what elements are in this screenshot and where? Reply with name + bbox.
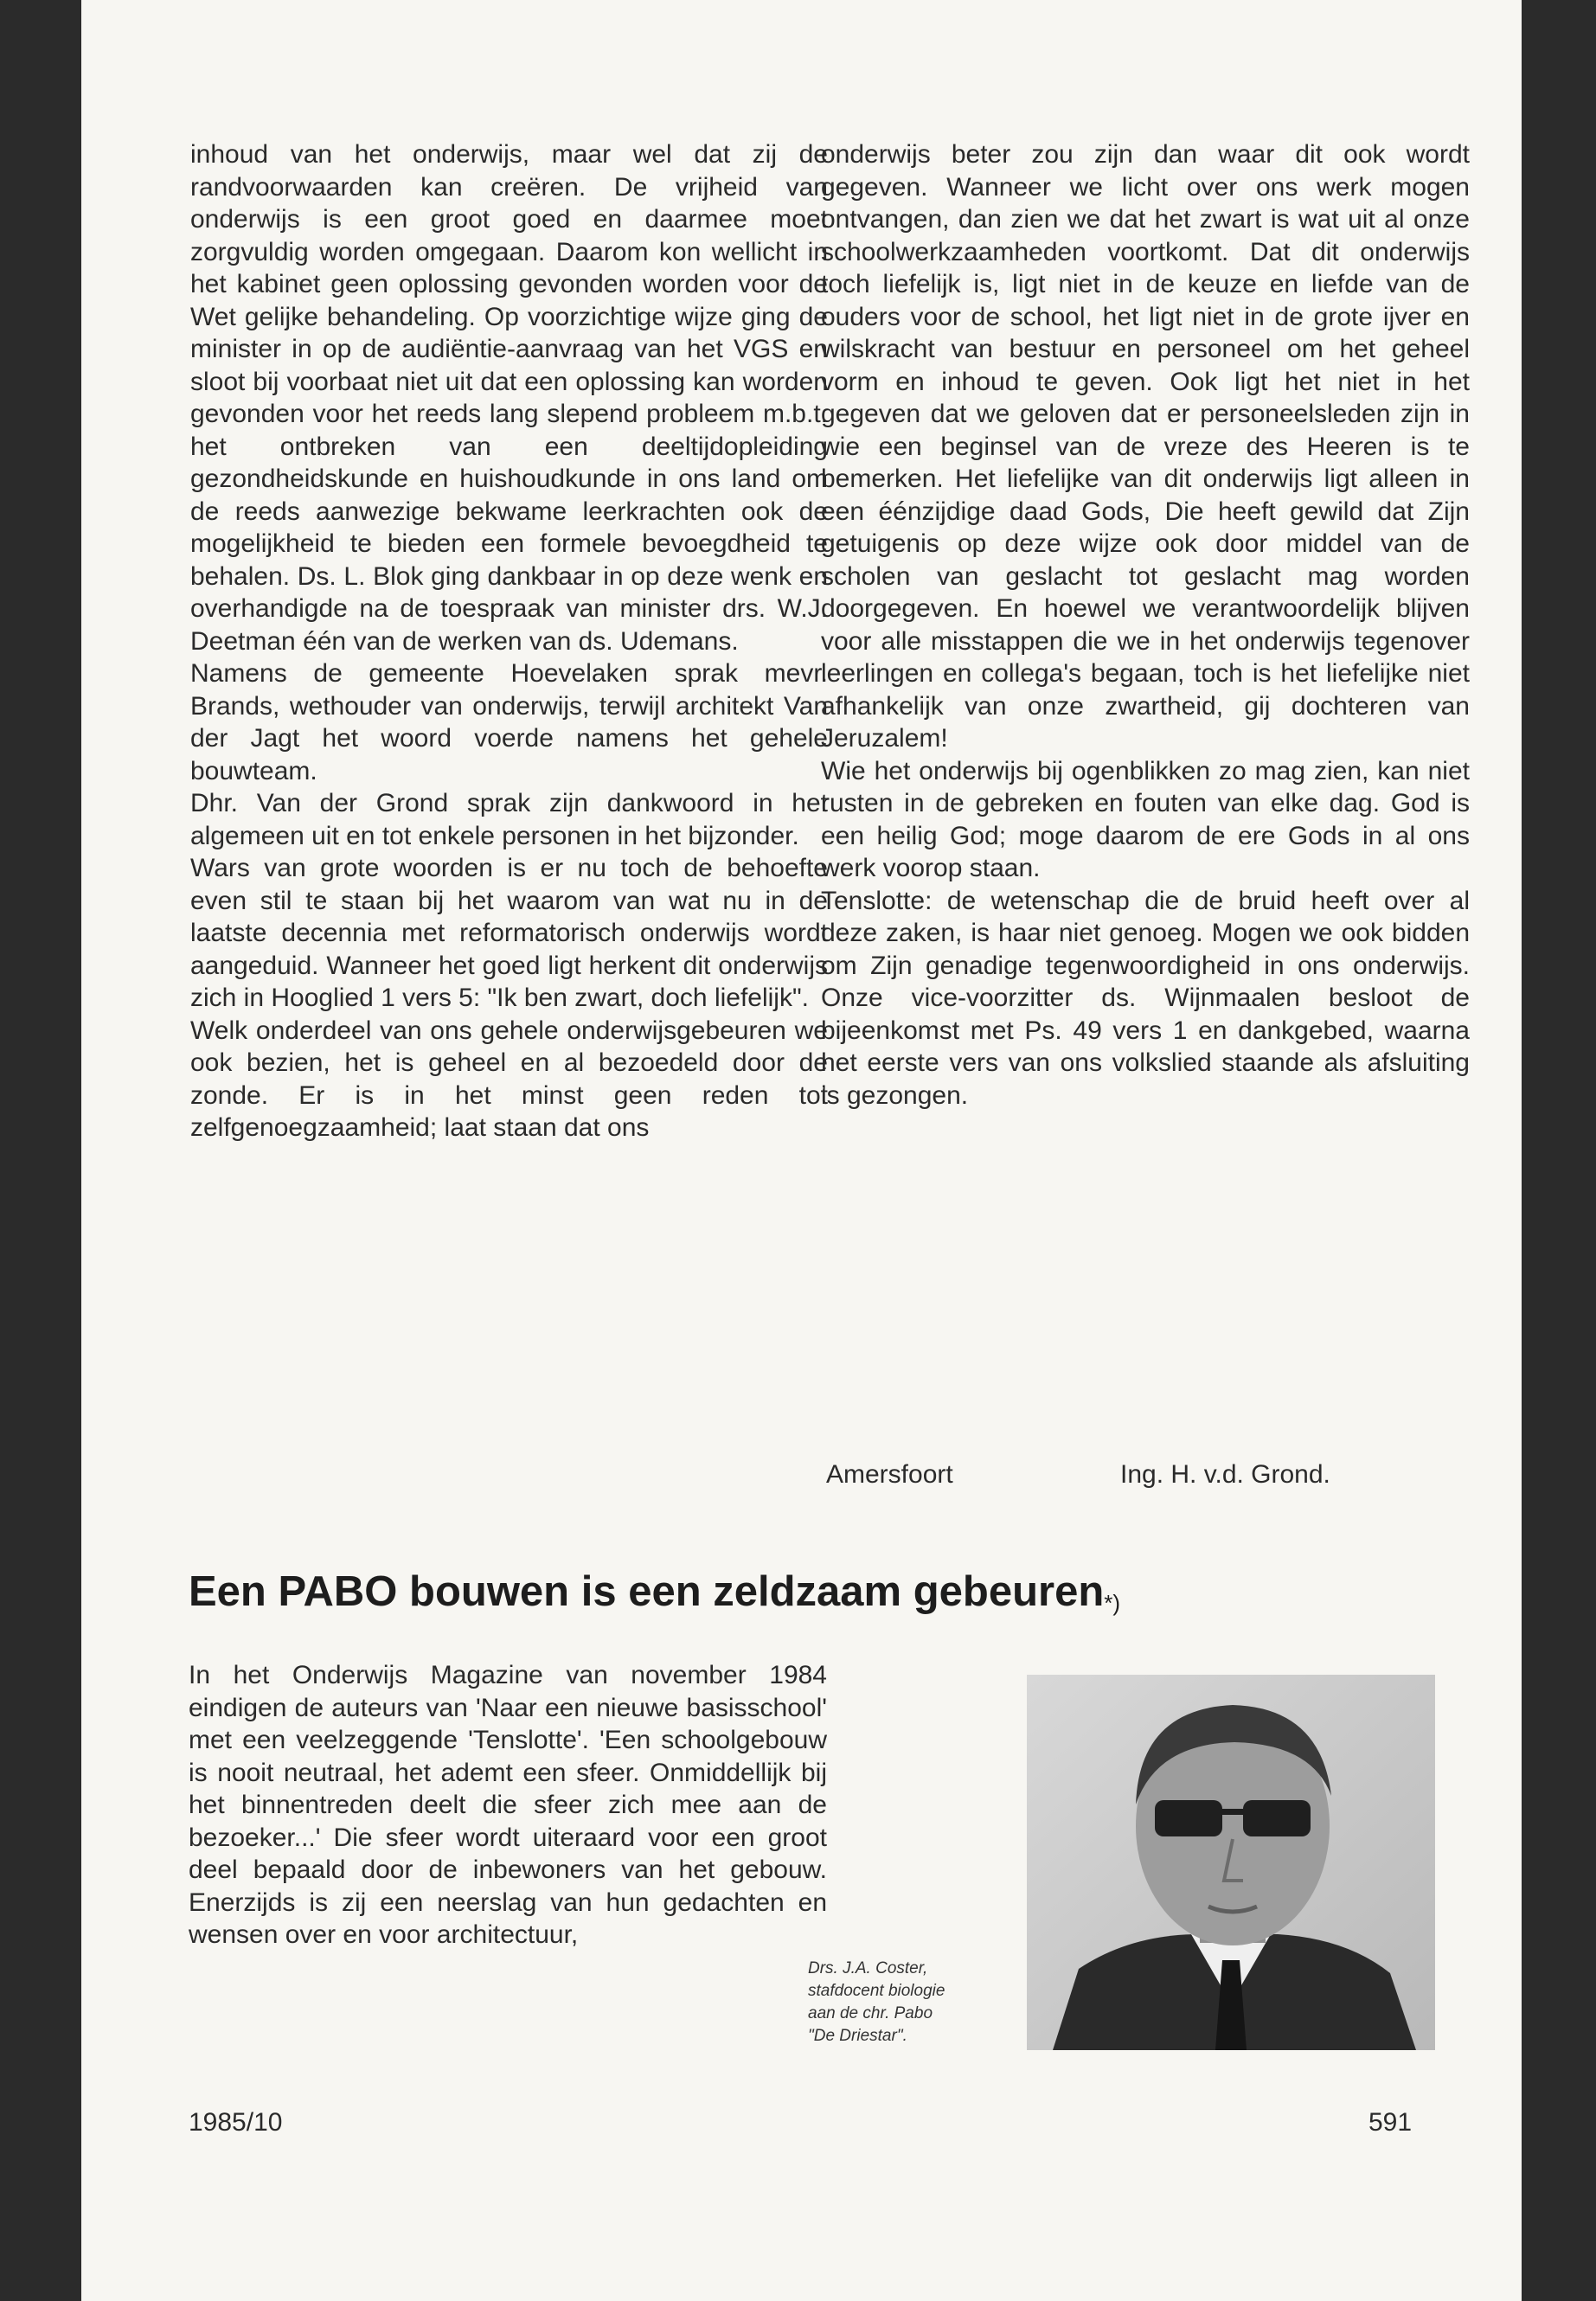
photo-caption [808,1958,998,2048]
paragraph: Wars van grote woorden is er nu toch de behoefte even stil te staan bij het waarom van wat nu in de laatste decennia met reformatorisch onderwijs wordt aangeduid. Wanneer het goed ligt herkent dit onderwijs zich in Hooglied 1 vers 5: "Ik ben zwart, doch liefelijk". [190,854,828,1012]
right-column-top [821,138,1470,1112]
paragraph: Tenslotte: de wetenschap die de bruid heeft over al deze zaken, is haar niet genoeg. Mogen we ook bidden om Zijn genadige tegenwoordigheid in ons onderwijs. Onze vice-voorzitter ds. Wijnmaalen besloot de bijeenkomst met Ps. 49 vers 1 en dankgebed, waarna het eerste vers van ons volkslied staande als afsluiting is gezongen. [821,886,1470,1110]
signature-place: Amersfoort [826,1460,953,1489]
left-column-top [190,138,828,1144]
caption-line: "De Driestar". [808,2027,907,2045]
issue-number: 1985/10 [189,2108,283,2137]
caption-line: aan de chr. Pabo [808,2004,933,2022]
paragraph: onderwijs beter zou zijn dan waar dit ook wordt gegeven. Wanneer we licht over ons werk mogen ontvangen, dan zien we dat het zwart is wat uit al onze schoolwerkzaamheden voortkomt. Dat dit onderwijs toch liefelijk is, ligt niet in de keuze en liefde van de ouders voor de school, het ligt niet in de grote ijver en wilskracht van bestuur en personeel om het geheel vorm en inhoud te geven. Ook ligt het niet in het gegeven dat we geloven dat er personeelsleden zijn in wie een beginsel van de vreze des Heeren is te bemerken. Het liefelijke van dit onderwijs ligt alleen in een éénzijdige daad Gods, Die heeft gewild dat Zijn getuigenis op deze wijze ook door middel van de scholen van geslacht tot geslacht mag worden doorgegeven. En hoewel we verantwoordelijk blijven voor alle misstappen die we in het onderwijs tegenover leerlingen en collega's begaan, toch is het liefelijke niet afhankelijk van onze zwartheid, gij dochteren van Jeruzalem! [821,140,1470,753]
portrait-photo [1027,1675,1435,2050]
footnote-mark: *) [1104,1590,1121,1616]
paragraph: inhoud van het onderwijs, maar wel dat zij de randvoorwaarden kan creëren. De vrijheid van onderwijs is een groot goed en daarmee moet zorgvuldig worden omgegaan. Daarom kon wellicht in het kabinet geen oplossing gevonden worden voor de Wet gelijke behandeling. Op voorzichtige wijze ging de minister in op de audiëntie-aanvraag van het VGS en sloot bij voorbaat niet uit dat een oplossing kan worden gevonden voor het reeds lang slepend probleem m.b.t. het ontbreken van een deeltijdopleiding gezondheidskunde en huishoudkunde in ons land om de reeds aanwezige bekwame leerkrachten ook de mogelijkheid te bieden een formele bevoegdheid te behalen. Ds. L. Blok ging dankbaar in op deze wenk en overhandigde na de toespraak van minister drs. W.J. Deetman één van de werken van ds. Udemans. [190,140,828,656]
portrait-illustration [1027,1675,1435,2050]
article-body [189,1659,827,1952]
signature-author: Ing. H. v.d. Grond. [1120,1460,1330,1489]
paragraph: Welk onderdeel van ons gehele onderwijsgebeuren we ook bezien, het is geheel en al bezoedeld door de zonde. Er is in het minst geen reden tot zelfgenoegzaamheid; laat staan dat ons [190,1016,828,1142]
paragraph: Dhr. Van der Grond sprak zijn dankwoord in het algemeen uit en tot enkele personen in het bijzonder. [190,789,828,850]
paragraph: Namens de gemeente Hoevelaken sprak mevr. Brands, wethouder van onderwijs, terwijl architekt Van der Jagt het woord voerde namens het gehele bouwteam. [190,659,828,785]
article-title-text: Een PABO bouwen is een zeldzaam gebeuren [189,1568,1105,1615]
article-title [189,1567,1434,1617]
caption-line: Drs. J.A. Coster, [808,1959,928,1977]
magazine-page [81,0,1522,2301]
paragraph: In het Onderwijs Magazine van november 1984 eindigen de auteurs van 'Naar een nieuwe basisschool' met een veelzeggende 'Tenslotte'. 'Een schoolgebouw is nooit neutraal, het ademt een sfeer. Onmiddellijk bij het binnentreden deelt die sfeer zich mee aan de bezoeker...' Die sfeer wordt uiteraard voor een groot deel bepaald door de inbewoners van het gebouw. Enerzijds is zij een neerslag van hun gedachten en wensen over en voor architectuur, [189,1661,827,1949]
page-number: 591 [1368,2108,1413,2137]
caption-line: stafdocent biologie [808,1982,945,2000]
paragraph: Wie het onderwijs bij ogenblikken zo mag zien, kan niet rusten in de gebreken en fouten van elke dag. God is een heilig God; moge daarom de ere Gods in al ons werk voorop staan. [821,756,1470,882]
